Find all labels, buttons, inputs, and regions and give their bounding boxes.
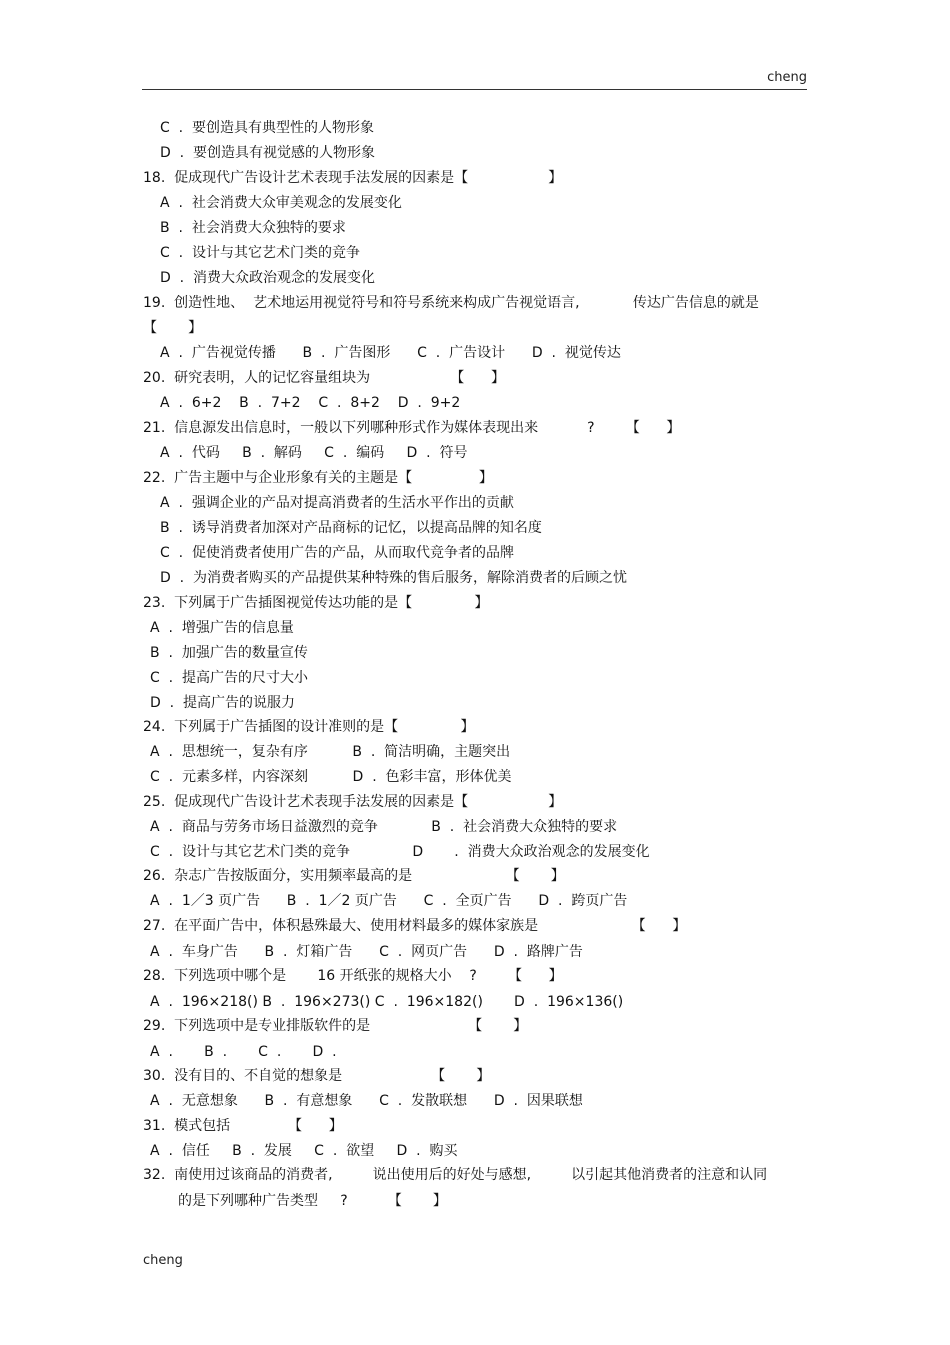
footer-text: cheng [143,1253,183,1268]
text-line: 20. 研究表明，人的记忆容量组块为 【 】 [143,370,505,386]
text-line: A . B . C . D . [150,1044,337,1060]
text-line: 31. 模式包括 【 】 [143,1118,343,1134]
text-line: 28. 下列选项中哪个是 16 开纸张的规格大小 ? 【 】 [143,968,563,984]
text-line: C . 促使消费者使用广告的产品，从而取代竞争者的品牌 [160,545,515,561]
page-header [0,0,950,100]
text-line: C . 提高广告的尺寸大小 [150,670,309,686]
text-line: 22. 广告主题中与企业形象有关的主题是【 】 [143,470,493,486]
text-line: 32. 南使用过该商品的消费者, 说出使用后的好处与感想, 以引起其他消费者的注意和认同 [143,1167,768,1183]
text-line: A . 增强广告的信息量 [150,620,294,636]
header-text: cheng [767,70,807,85]
text-line: D . 消费大众政治观念的发展变化 [160,270,376,286]
text-line: 23. 下列属于广告插图视觉传达功能的是【 】 [143,595,489,611]
text-line: D . 为消费者购买的产品提供某种特殊的售后服务，解除消费者的后顾之忧 [160,570,628,586]
text-line: A . 车身广告 B . 灯箱广告 C . 网页广告 D . 路牌广告 [150,944,583,960]
text-line: 24. 下列属于广告插图的设计准则的是【 】 [143,719,475,735]
text-line: C . 设计与其它艺术门类的竞争 D . 消费大众政治观念的发展变化 [150,844,650,860]
text-line: 19. 创造性地、 艺术地运用视觉符号和符号系统来构成广告视觉语言, 传达广告信息的就是 [143,295,759,311]
text-line: 25. 促成现代广告设计艺术表现手法发展的因素是【 】 [143,794,563,810]
text-line: B . 加强广告的数量宣传 [150,645,308,661]
text-line: 【 】 [143,320,203,336]
text-line: C . 要创造具有典型性的人物形象 [160,120,375,136]
text-line: 26. 杂志广告按版面分，实用频率最高的是 【 】 [143,868,565,884]
text-line: 21. 信息源发出信息时，一般以下列哪种形式作为媒体表现出来 ? 【 】 [143,420,681,436]
text-line: A . 196×218() B . 196×273() C . 196×182() D . 196×136() [150,994,624,1010]
text-line: A . 代码 B . 解码 C . 编码 D . 符号 [160,445,468,461]
text-line: 27. 在平面广告中，体积悬殊最大、使用材料最多的媒体家族是 【 】 [143,918,687,934]
header-rule [142,89,807,90]
text-line: A . 强调企业的产品对提高消费者的生活水平作出的贡献 [160,495,514,511]
text-line: 的是下列哪种广告类型 ? 【 】 [178,1193,447,1209]
text-line: 18. 促成现代广告设计艺术表现手法发展的因素是【 】 [143,170,563,186]
text-line: B . 社会消费大众独特的要求 [160,220,346,236]
text-line: A . 1／3 页广告 B . 1／2 页广告 C . 全页广告 D . 跨页广告 [150,893,628,909]
text-line: A . 信任 B . 发展 C . 欲望 D . 购买 [150,1143,458,1159]
text-line: D . 要创造具有视觉感的人物形象 [160,145,376,161]
text-line: C . 元素多样，内容深刻 D . 色彩丰富，形体优美 [150,769,512,785]
text-line: A . 商品与劳务市场日益激烈的竞争 B . 社会消费大众独特的要求 [150,819,618,835]
text-line: A . 广告视觉传播 B . 广告图形 C . 广告设计 D . 视觉传达 [160,345,621,361]
text-line: 30. 没有目的、不自觉的想象是 【 】 [143,1068,491,1084]
text-line: D . 提高广告的说服力 [150,695,296,711]
text-line: C . 设计与其它艺术门类的竞争 [160,245,361,261]
text-line: A . 6+2 B . 7+2 C . 8+2 D . 9+2 [160,395,461,411]
text-line: A . 思想统一，复杂有序 B . 简洁明确，主题突出 [150,744,511,760]
text-line: B . 诱导消费者加深对产品商标的记忆，以提高品牌的知名度 [160,520,542,536]
text-line: 29. 下列选项中是专业排版软件的是 【 】 [143,1018,528,1034]
text-line: A . 无意想象 B . 有意想象 C . 发散联想 D . 因果联想 [150,1093,583,1109]
text-line: A . 社会消费大众审美观念的发展变化 [160,195,402,211]
